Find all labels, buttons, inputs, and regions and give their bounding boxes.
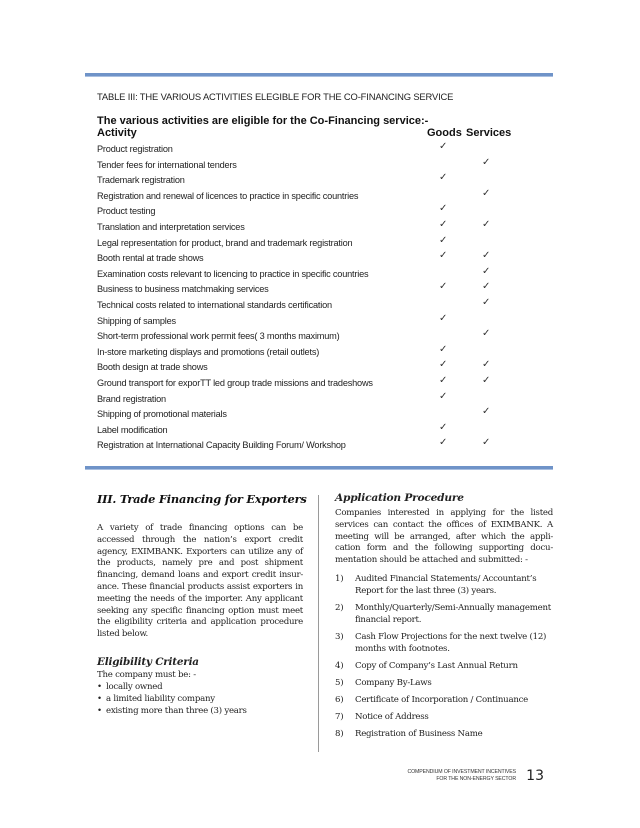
table-row — [97, 298, 517, 314]
application-procedure-title: Application Procedure — [335, 492, 464, 504]
list-item-text: a limited liability company — [106, 693, 215, 704]
services-check-icon: ✓ — [482, 374, 491, 386]
goods-check-icon: ✓ — [439, 343, 448, 355]
header-services: Services — [466, 127, 512, 139]
item-number: 3) — [335, 631, 344, 642]
section-title: III. Trade Financing for Exporters — [97, 492, 307, 506]
activity-cell: Short-term professional work permit fees( 3 months maximum) — [97, 331, 340, 342]
list-item — [97, 705, 303, 717]
table-row — [97, 142, 517, 158]
table-row — [97, 360, 517, 376]
activity-cell: Registration and renewal of licences to practice in specific countries — [97, 190, 359, 201]
bullet-icon: • — [97, 705, 102, 716]
goods-check-icon: ✓ — [439, 437, 448, 449]
header-activity: Activity — [97, 127, 137, 139]
activity-cell: Tender fees for international tenders — [97, 159, 237, 170]
table-intro: The various activities are eligible for the Co-Financing service:- — [97, 115, 429, 127]
trade-financing-paragraph: A variety of trade financing options can be accessed through the nation’s export credit agency, EXIMBANK. Exporters can utilize any of the products, namely pre and post shipment financing, demand loans and export credit insur-ance. These financial products assist exporters in meeting the needs of the importer. Any applicant seeking any specific financing option must meet the eligibility criteria and application procedure listed below. — [97, 523, 303, 640]
goods-check-icon: ✓ — [439, 234, 448, 246]
item-number: 1) — [335, 573, 344, 584]
activity-cell: Label modification — [97, 424, 168, 435]
list-item — [335, 660, 553, 672]
application-procedure-column — [335, 492, 553, 745]
goods-check-icon: ✓ — [439, 374, 448, 386]
activity-cell: Product registration — [97, 144, 173, 154]
goods-check-icon: ✓ — [439, 359, 448, 371]
footer-publication-title — [407, 769, 516, 784]
table-row — [97, 392, 517, 408]
list-item — [335, 631, 553, 655]
eligibility-title: Eligibility Criteria — [97, 655, 199, 668]
page-number: 13 — [526, 768, 544, 784]
services-check-icon: ✓ — [482, 296, 491, 308]
eligibility-lead: The company must be: - — [97, 669, 196, 680]
table-row — [97, 407, 517, 423]
bullet-icon: • — [97, 693, 102, 704]
list-item-text: Certificate of Incorporation / Continuance — [355, 694, 529, 705]
activity-cell: Business to business matchmaking services — [97, 284, 269, 295]
bullet-icon: • — [97, 681, 102, 692]
table-row — [97, 220, 517, 236]
activity-cell: Booth rental at trade shows — [97, 253, 204, 264]
services-check-icon: ✓ — [482, 328, 491, 340]
footer-line-2: FOR THE NON-ENERGY SECTOR — [436, 776, 516, 783]
activity-cell: Ground transport for exporTT led group trade missions and tradeshows — [97, 377, 373, 388]
list-item-text: Registration of Business Name — [355, 728, 483, 739]
services-check-icon: ✓ — [482, 437, 491, 449]
services-check-icon: ✓ — [482, 265, 491, 277]
services-check-icon: ✓ — [482, 156, 491, 168]
goods-check-icon: ✓ — [439, 390, 448, 402]
table-row — [97, 173, 517, 189]
list-item — [97, 681, 303, 693]
trade-financing-column — [97, 492, 307, 717]
list-item-text: locally owned — [106, 681, 163, 692]
activity-cell: Brand registration — [97, 393, 166, 404]
goods-check-icon: ✓ — [439, 172, 448, 184]
footer-line-1: COMPENDIUM OF INVESTMENT INCENTIVES — [407, 769, 516, 775]
goods-check-icon: ✓ — [439, 421, 448, 433]
services-check-icon: ✓ — [482, 281, 491, 293]
goods-check-icon: ✓ — [439, 250, 448, 262]
item-number: 7) — [335, 711, 344, 722]
activities-table — [97, 142, 517, 454]
table-row — [97, 204, 517, 220]
goods-check-icon: ✓ — [439, 141, 448, 152]
list-item — [335, 728, 553, 740]
application-procedure-paragraph: Companies interested in applying for the listed services can contact the offices of EXIMBANK. A meeting will be arranged, after which the appli-cation form and the following supporting docu-mentation should be attached and submitted: - — [335, 508, 553, 566]
list-item-text: Monthly/Quarterly/Semi-Annually management financial report. — [355, 602, 551, 625]
list-item-text: Cash Flow Projections for the next twelve (12) months with footnotes. — [355, 631, 547, 654]
item-number: 2) — [335, 602, 344, 613]
services-check-icon: ✓ — [482, 406, 491, 418]
activity-cell: Translation and interpretation services — [97, 221, 245, 232]
services-check-icon: ✓ — [482, 359, 491, 371]
header-goods: Goods — [427, 127, 462, 139]
item-number: 6) — [335, 694, 344, 705]
list-item — [335, 711, 553, 723]
table-row — [97, 329, 517, 345]
page-footer — [380, 768, 560, 798]
goods-check-icon: ✓ — [439, 203, 448, 215]
services-check-icon: ✓ — [482, 250, 491, 262]
list-item-text: Copy of Company’s Last Annual Return — [355, 660, 518, 671]
services-check-icon: ✓ — [482, 218, 491, 230]
table-row — [97, 438, 517, 454]
list-item-text: Notice of Address — [355, 711, 429, 722]
activity-cell: Shipping of samples — [97, 315, 176, 326]
bottom-horizontal-rule — [85, 466, 553, 470]
list-item — [335, 602, 553, 626]
table-caption: TABLE III: THE VARIOUS ACTIVITIES ELEGIBLE FOR THE CO-FINANCING SERVICE — [97, 91, 454, 102]
table-header-row — [97, 127, 517, 141]
list-item-text: Audited Financial Statements/ Accountant’s Report for the last three (3) years. — [355, 573, 537, 596]
eligibility-list — [97, 681, 303, 717]
list-item-text: existing more than three (3) years — [106, 705, 247, 716]
list-item — [335, 694, 553, 706]
table-row — [97, 158, 517, 174]
table-row — [97, 189, 517, 205]
item-number: 8) — [335, 728, 344, 739]
list-item — [97, 693, 303, 705]
item-number: 5) — [335, 677, 344, 688]
activity-cell: In-store marketing displays and promotions (retail outlets) — [97, 346, 320, 357]
services-check-icon: ✓ — [482, 187, 491, 199]
goods-check-icon: ✓ — [439, 312, 448, 324]
table-row — [97, 423, 517, 439]
table-row — [97, 282, 517, 298]
table-row — [97, 314, 517, 330]
activity-cell: Shipping of promotional materials — [97, 409, 227, 420]
activity-cell: Technical costs related to international standards certification — [97, 299, 332, 310]
table-row — [97, 345, 517, 361]
activity-cell: Registration at International Capacity Building Forum/ Workshop — [97, 440, 346, 451]
column-divider — [318, 495, 319, 752]
required-documents-list — [335, 573, 553, 740]
activity-cell: Trademark registration — [97, 175, 185, 186]
list-item — [335, 573, 553, 597]
list-item-text: Company By-Laws — [355, 677, 432, 688]
goods-check-icon: ✓ — [439, 281, 448, 293]
activity-cell: Examination costs relevant to licencing to practice in specific countries — [97, 268, 369, 279]
activity-cell: Booth design at trade shows — [97, 362, 208, 373]
activity-cell: Legal representation for product, brand and trademark registration — [97, 237, 353, 248]
table-row — [97, 376, 517, 392]
table-row — [97, 267, 517, 283]
table-row — [97, 251, 517, 267]
table-row — [97, 236, 517, 252]
activity-cell: Product testing — [97, 206, 156, 217]
goods-check-icon: ✓ — [439, 218, 448, 230]
top-horizontal-rule — [85, 73, 553, 77]
list-item — [335, 677, 553, 689]
item-number: 4) — [335, 660, 344, 671]
